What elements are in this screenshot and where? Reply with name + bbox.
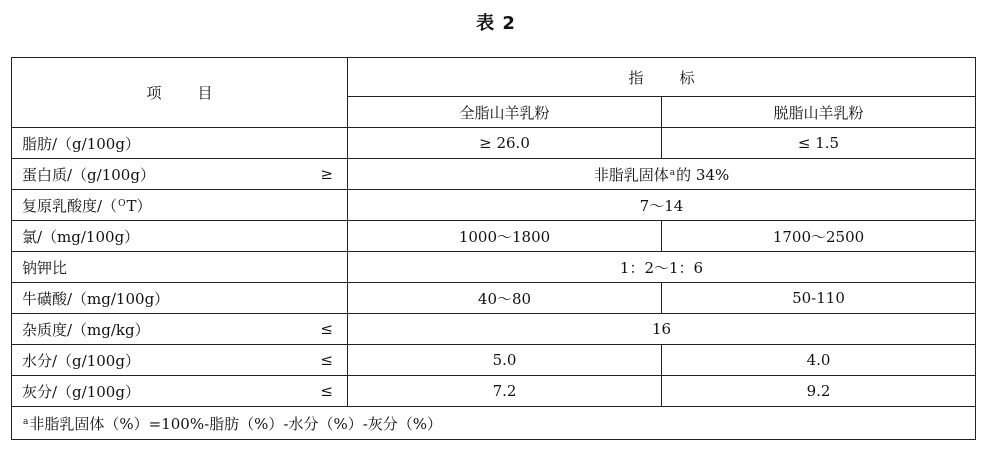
footnote-marker: a — [669, 167, 676, 178]
table-row — [12, 190, 976, 221]
cell-full: 5.0 — [348, 345, 662, 376]
cell-full: 7.2 — [348, 376, 662, 407]
row-label-cell — [12, 159, 348, 190]
table-row — [12, 283, 976, 314]
footnote-cell — [12, 407, 976, 440]
row-label: 灰分/（g/100g） — [22, 382, 140, 401]
row-label: 蛋白质/（g/100g） — [22, 165, 155, 184]
cell-skim: 1700～2500 — [662, 221, 976, 252]
row-label: T） — [126, 196, 152, 215]
comparison-symbol: ≤ — [320, 320, 333, 338]
header-index-char: 标 — [679, 68, 695, 87]
header-item-char: 项 — [146, 84, 162, 102]
footnote-row — [12, 407, 976, 440]
row-label: 水分/（g/100g） — [22, 351, 140, 370]
cell-skim: 9.2 — [662, 376, 976, 407]
comparison-symbol: ≥ — [320, 165, 333, 183]
row-label: 脂肪/（g/100g） — [12, 128, 348, 159]
merged-text: 的 34% — [676, 165, 730, 184]
row-label: 钠钾比 — [12, 252, 348, 283]
table-row — [12, 314, 976, 345]
header-item-cell — [12, 58, 348, 128]
row-label: 杂质度/（mg/kg） — [22, 320, 150, 339]
table-row — [12, 159, 976, 190]
footnote-text: 非脂乳固体（%）=100%-脂肪（%）-水分（%）-灰分（%） — [29, 414, 443, 433]
cell-merged — [348, 159, 976, 190]
merged-text: 非脂乳固体 — [593, 165, 669, 184]
table-caption: 表 2 — [476, 13, 516, 34]
cell-full: 1000～1800 — [348, 221, 662, 252]
table-row — [12, 128, 976, 159]
cell-full: 40～80 — [348, 283, 662, 314]
comparison-symbol: ≤ — [320, 351, 333, 369]
comparison-symbol: ≤ — [320, 382, 333, 400]
row-label: 复原乳酸度/（ — [22, 196, 118, 215]
col-skim-header: 脱脂山羊乳粉 — [662, 97, 976, 128]
cell-merged: 1：2～1：6 — [348, 252, 976, 283]
row-label: 牛磺酸/（mg/100g） — [12, 283, 348, 314]
table-row — [12, 345, 976, 376]
footnote-marker: a — [23, 416, 29, 427]
header-item-char: 目 — [197, 84, 213, 102]
row-label-cell — [12, 314, 348, 345]
header-index-char: 指 — [628, 68, 644, 87]
col-full-header: 全脂山羊乳粉 — [348, 97, 662, 128]
header-index-cell — [348, 58, 976, 97]
cell-skim: ≤ 1.5 — [662, 128, 976, 159]
table-row — [12, 376, 976, 407]
row-label-cell — [12, 190, 348, 221]
cell-full: ≥ 26.0 — [348, 128, 662, 159]
cell-merged: 16 — [348, 314, 976, 345]
table-row — [12, 221, 976, 252]
cell-skim: 4.0 — [662, 345, 976, 376]
cell-skim: 50-110 — [662, 283, 976, 314]
degree-sup: O — [118, 198, 126, 209]
spec-table — [11, 57, 976, 440]
table-row — [12, 252, 976, 283]
row-label-cell — [12, 376, 348, 407]
row-label-cell — [12, 345, 348, 376]
cell-merged: 7～14 — [348, 190, 976, 221]
row-label: 氯/（mg/100g） — [12, 221, 348, 252]
